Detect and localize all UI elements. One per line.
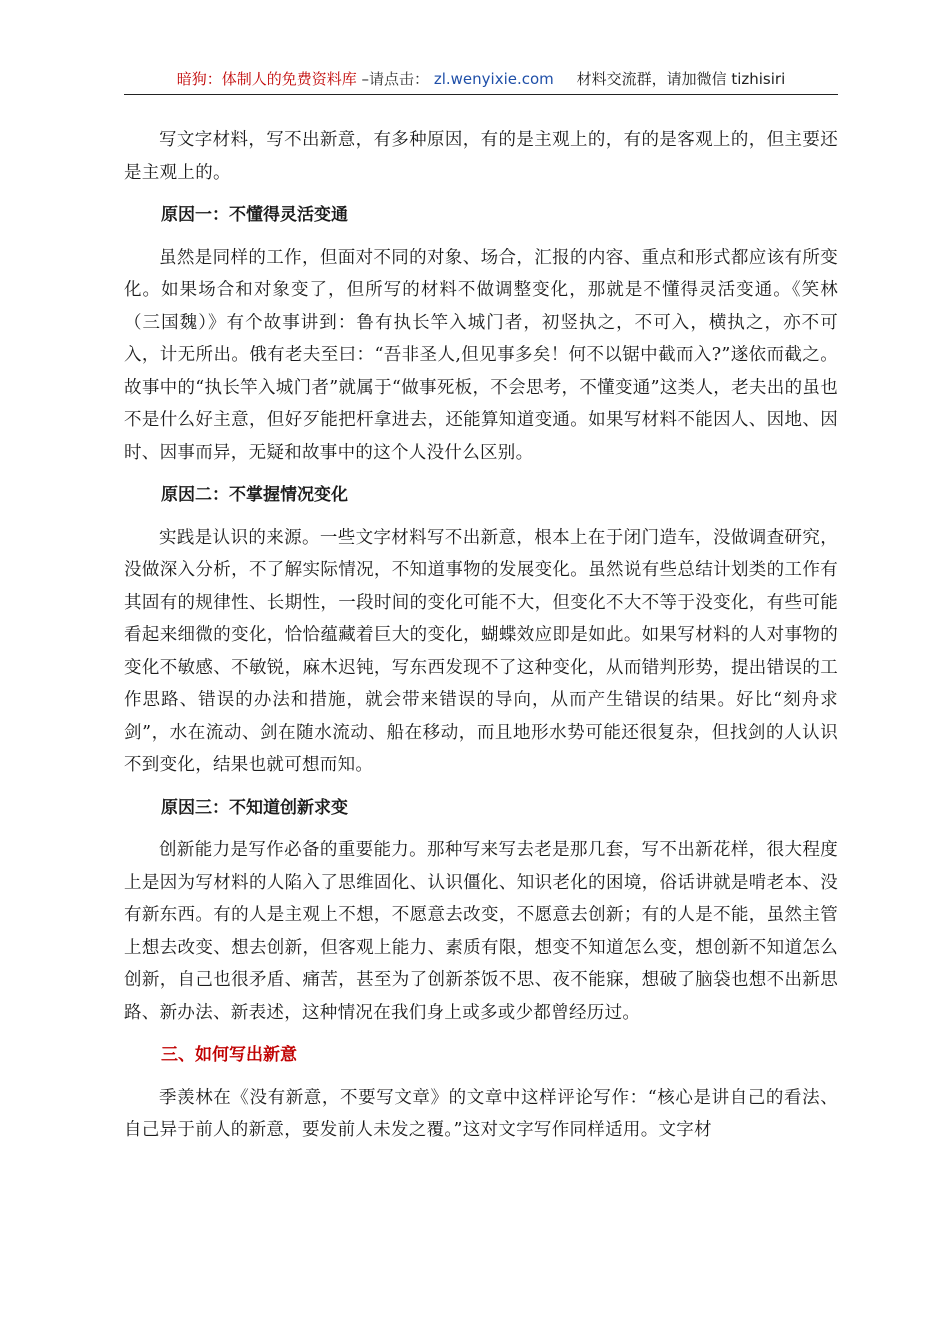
header-click-label: 请点击： xyxy=(369,70,430,88)
reason3-paragraph: 创新能力是写作必备的重要能力。那种写来写去老是那几套，写不出新花样，很大程度上是因为写材料的人陷入了思维固化、认识僵化、知识老化的困境，俗话讲就是啃老本、没有新东西。有的人是主观上不想，不愿意去改变，不愿意去创新；有的人是不能，虽然主管上想去改变、想去创新，但客观上能力、素质有限，想变不知道怎么变，想创新不知道怎么创新，自己也很矛盾、痛苦，甚至为了创新茶饭不思、夜不能寐，想破了脑袋也想不出新思路、新办法、新表述，这种情况在我们身上或多或少都曾经历过。 xyxy=(124,840,838,1023)
header-brand: 暗狗：体制人的免费资料库 xyxy=(176,70,357,88)
section3-heading: 三、如何写出新意 xyxy=(161,1045,297,1065)
intro-paragraph: 写文字材料，写不出新意，有多种原因，有的是主观上的，有的是客观上的，但主要还是主观上的。 xyxy=(124,130,838,183)
document-body xyxy=(124,124,838,1147)
reason3-heading: 原因三：不知道创新求变 xyxy=(161,797,348,818)
reason2-paragraph: 实践是认识的来源。一些文字材料写不出新意，根本上在于闭门造车，没做调查研究，没做深入分析，不了解实际情况，不知道事物的发展变化。虽然说有些总结计划类的工作有其固有的规律性、长期性，一段时间的变化可能不大，但变化不大不等于没变化，有些可能看起来细微的变化，恰恰蕴藏着巨大的变化，蝴蝶效应即是如此。如果写材料的人对事物的变化不敏感、不敏锐，麻木迟钝，写东西发现不了这种变化，从而错判形势，提出错误的工作思路、错误的办法和措施，就会带来错误的导向，从而产生错误的结果。好比“刻舟求剑”，水在流动、剑在随水流动、船在移动，而且地形水势可能还很复杂，但找剑的人认识不到变化，结果也就可想而知。 xyxy=(124,527,838,775)
section3-paragraph: 季羡林在《没有新意，不要写文章》的文章中这样评论写作：“核心是讲自己的看法、自己异于前人的新意，要发前人未发之覆。”这对文字写作同样适用。文字材 xyxy=(124,1087,838,1140)
header-dash: – xyxy=(356,70,370,88)
header-url-link[interactable]: zl.wenyixie.com xyxy=(433,70,554,88)
reason2-heading: 原因二：不掌握情况变化 xyxy=(161,485,348,505)
reason1-heading: 原因一：不懂得灵活变通 xyxy=(161,205,348,225)
header-divider xyxy=(124,94,838,95)
header-contact: 材料交流群，请加微信 tizhisiri xyxy=(576,70,786,88)
page-header xyxy=(124,68,838,94)
reason1-paragraph: 虽然是同样的工作，但面对不同的对象、场合，汇报的内容、重点和形式都应该有所变化。如果场合和对象变了，但所写的材料不做调整变化，那就是不懂得灵活变通。《笑林（三国魏）》有个故事讲到：鲁有执长竿入城门者，初竖执之，不可入，横执之，亦不可入，计无所出。俄有老夫至曰：“吾非圣人,但见事多矣！何不以锯中截而入?”遂依而截之。故事中的“执长竿入城门者”就属于“做事死板，不会思考，不懂变通”这类人，老夫出的虽也不是什么好主意，但好歹能把杆拿进去，还能算知道变通。如果写材料不能因人、因地、因时、因事而异，无疑和故事中的这个人没什么区别。 xyxy=(124,247,838,463)
